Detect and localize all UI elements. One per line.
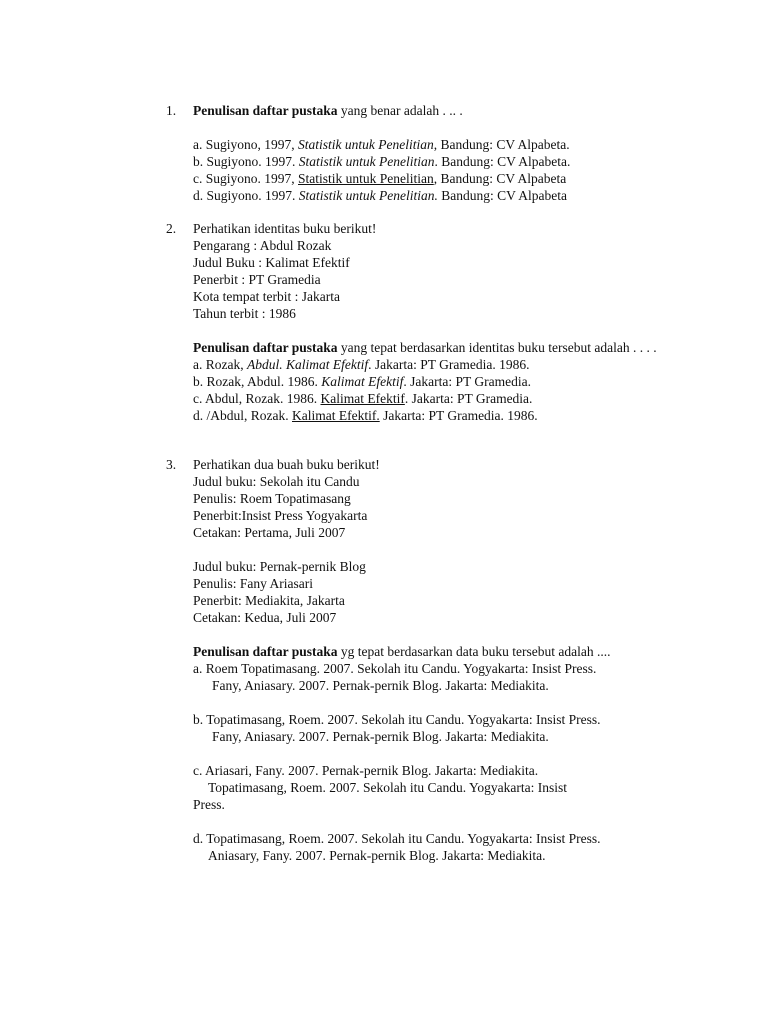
option-text: b. Sugiyono. 1997. [193, 154, 299, 169]
book-info-line: Pengarang : Abdul Rozak [193, 238, 332, 253]
option-c [193, 390, 683, 407]
stem-bold: Penulisan daftar pustaka [193, 340, 338, 355]
option-text: d. /Abdul, Rozak. [193, 408, 292, 423]
option-text: c. Sugiyono. 1997, [193, 171, 299, 186]
question-body [193, 456, 683, 864]
option-c-second-entry: Topatimasang, Roem. 2007. Sekolah itu Candu. Yogyakarta: Insist [208, 780, 568, 795]
book-title: Statistik untuk Penelitian. [298, 188, 438, 203]
book-title: Kalimat Efektif [320, 391, 405, 406]
question-number: 3. [166, 457, 177, 472]
question-stem [193, 643, 683, 660]
option-text: a. Rozak, [193, 357, 247, 372]
book-info-line: Cetakan: Pertama, Juli 2007 [193, 525, 346, 540]
option-text: , Bandung: CV Alpabeta [433, 171, 567, 186]
option-b: b. Topatimasang, Roem. 2007. Sekolah itu Candu. Yogyakarta: Insist Press. [193, 712, 601, 727]
option-d [193, 407, 683, 424]
option-text: , Bandung: CV Alpabeta. [433, 137, 570, 152]
stem-rest: yang tepat berdasarkan identitas buku tersebut adalah . . . . [337, 340, 657, 355]
question-body [193, 220, 683, 424]
option-d-second-entry: Aniasary, Fany. 2007. Pernak-pernik Blog. Jakarta: Mediakita. [208, 848, 546, 863]
book-info-line: Judul buku: Sekolah itu Candu [193, 474, 360, 489]
option-text: Bandung: CV Alpabeta [437, 188, 567, 203]
book-title: Statistik untuk Penelitian [298, 137, 434, 152]
book-info-line: Penerbit: Mediakita, Jakarta [193, 593, 345, 608]
book-info-line: Judul Buku : Kalimat Efektif [193, 255, 350, 270]
option-text: . Jakarta: PT Gramedia. 1986. [368, 357, 530, 372]
book-info-line: Penerbit : PT Gramedia [193, 272, 321, 287]
book-title: Kalimat Efektif [321, 374, 404, 389]
option-d [193, 187, 683, 204]
stem-rest: yang benar adalah . .. . [337, 103, 463, 118]
option-text: a. Sugiyono, 1997, [193, 137, 299, 152]
option-b [193, 153, 683, 170]
option-text: d. Sugiyono. 1997. [193, 188, 299, 203]
option-b [193, 373, 683, 390]
book-info-line: Penulis: Fany Ariasari [193, 576, 313, 591]
option-a-second-entry: Fany, Aniasary. 2007. Pernak-pernik Blog. Jakarta: Mediakita. [212, 678, 549, 693]
book-info-line: Kota tempat terbit : Jakarta [193, 289, 340, 304]
option-a [193, 356, 683, 373]
option-text: . Bandung: CV Alpabeta. [434, 154, 571, 169]
stem-bold: Penulisan daftar pustaka [193, 644, 338, 659]
question-number: 2. [166, 221, 177, 236]
question-number: 1. [166, 103, 177, 118]
question-intro: Perhatikan identitas buku berikut! [193, 221, 377, 236]
option-text: . Jakarta: PT Gramedia. [403, 374, 531, 389]
book-info-line: Penulis: Roem Topatimasang [193, 491, 351, 506]
book-title: Kalimat Efektif. [292, 408, 380, 423]
option-text: b. Rozak, Abdul. 1986. [193, 374, 322, 389]
book-info-line: Cetakan: Kedua, Juli 2007 [193, 610, 337, 625]
option-b-second-entry: Fany, Aniasary. 2007. Pernak-pernik Blog. Jakarta: Mediakita. [212, 729, 549, 744]
option-text: c. Abdul, Rozak. 1986. [193, 391, 321, 406]
question-intro: Perhatikan dua buah buku berikut! [193, 457, 380, 472]
option-c [193, 170, 683, 187]
option-d: d. Topatimasang, Roem. 2007. Sekolah itu Candu. Yogyakarta: Insist Press. [193, 831, 601, 846]
option-a [193, 136, 683, 153]
option-text: . Jakarta: PT Gramedia. [404, 391, 533, 406]
book-info-line: Judul buku: Pernak-pernik Blog [193, 559, 366, 574]
book-title: Statistik untuk Penelitian [298, 171, 434, 186]
question-body [193, 102, 683, 204]
option-c: c. Ariasari, Fany. 2007. Pernak-pernik Blog. Jakarta: Mediakita. [193, 763, 539, 778]
stem-rest: yg tepat berdasarkan data buku tersebut adalah .... [337, 644, 611, 659]
book-title: Statistik untuk Penelitian [298, 154, 435, 169]
book-info-line: Penerbit:Insist Press Yogyakarta [193, 508, 368, 523]
question-stem [193, 102, 683, 119]
option-text: Jakarta: PT Gramedia. 1986. [379, 408, 538, 423]
question-stem [193, 339, 683, 356]
book-info-line: Tahun terbit : 1986 [193, 306, 296, 321]
option-c-continuation: Press. [193, 797, 225, 812]
book-title: Abdul. Kalimat Efektif [246, 357, 369, 372]
option-a: a. Roem Topatimasang. 2007. Sekolah itu Candu. Yogyakarta: Insist Press. [193, 661, 597, 676]
stem-bold: Penulisan daftar pustaka [193, 103, 338, 118]
